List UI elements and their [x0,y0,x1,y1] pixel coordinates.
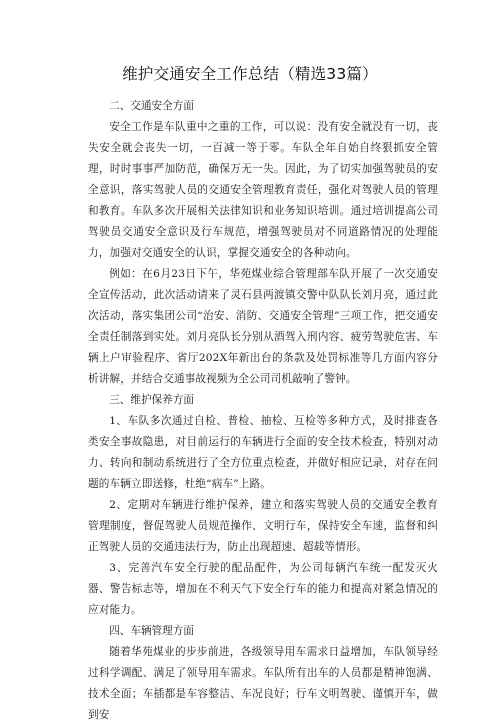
paragraph-safety-work: 安全工作是车队重中之重的工作，可以说：没有安全就没有一切，丧失安全就会丧失一切，一百减一等于零。车队全年自始自终狠抓安全管理，时时事事严加防范，确保万无一失。因此，为了切实加强驾驶员的安全意识，落实驾驶人员的交通安全管理教育责任，强化对驾驶人员的管理和教育。车队多次开展相关法律知识和业务知识培训。通过培训提高公司驾驶员交通安全意识及行车规范，增强驾驶员对不同道路情况的处理能力，加强对交通安全的认识，掌握交通安全的各种动向。 [88,121,438,259]
section-heading-traffic-safety: 二、交通安全方面 [109,100,194,112]
paragraph-maintenance-3: 3、完善汽车安全行驶的配品配件，为公司每辆汽车统一配发灭火器、警告标志等，增加在不利天气下安全行车的能力和提高对紧急情况的应对能力。 [88,562,438,616]
paragraph-example-publicity: 例如：在6月23日下午，华苑煤业综合管理部车队开展了一次交通安全宣传活动，此次活动请来了灵石县两渡镇交警中队队长刘月亮，通过此次活动，落实集团公司“治安、消防、交通安全管理”三项工作，把交通安全责任制落到实处。刘月亮队长分别从酒驾入刑内容、疲劳驾驶危害、车辆上户审验程序、省厅202X年新出台的条款及处罚标准等几方面内容分析讲解，并结合交通事故视频为全公司司机敲响了警钟。 [88,268,438,385]
section-heading-maintenance: 三、维护保养方面 [109,394,194,406]
paragraph-vehicle-management: 随着华苑煤业的步步前进，各级领导用车需求日益增加，车队领导经过科学调配、满足了领导用车需求。车队所有出车的人员都是精神饱满、技术全面；车插都是车容整洁、车况良好；行车文明驾驶、谨慎开车，做到安 [88,646,438,721]
document-body [88,96,438,726]
section-heading-vehicle-management: 四、车辆管理方面 [109,625,194,637]
document-title: 维护交通安全工作总结（精选33篇） [122,65,378,83]
paragraph-maintenance-2: 2、定期对车辆进行维护保养，建立和落实驾驶人员的交通安全教育管理制度，督促驾驶人员规范操作、文明行车，保持安全车速，监督和纠正驾驶人员的交通违法行为，防止出现超速、超载等情形。 [88,499,438,553]
paragraph-maintenance-1: 1、车队多次通过自检、普检、抽检、互检等多种方式，及时排查各类安全事故隐患，对目前运行的车辆进行全面的安全技术检查，特别对动力、转向和制动系统进行了全方位重点检查，并做好相应记录，对存在问题的车辆立即送修，杜绝“病车”上路。 [88,415,438,490]
